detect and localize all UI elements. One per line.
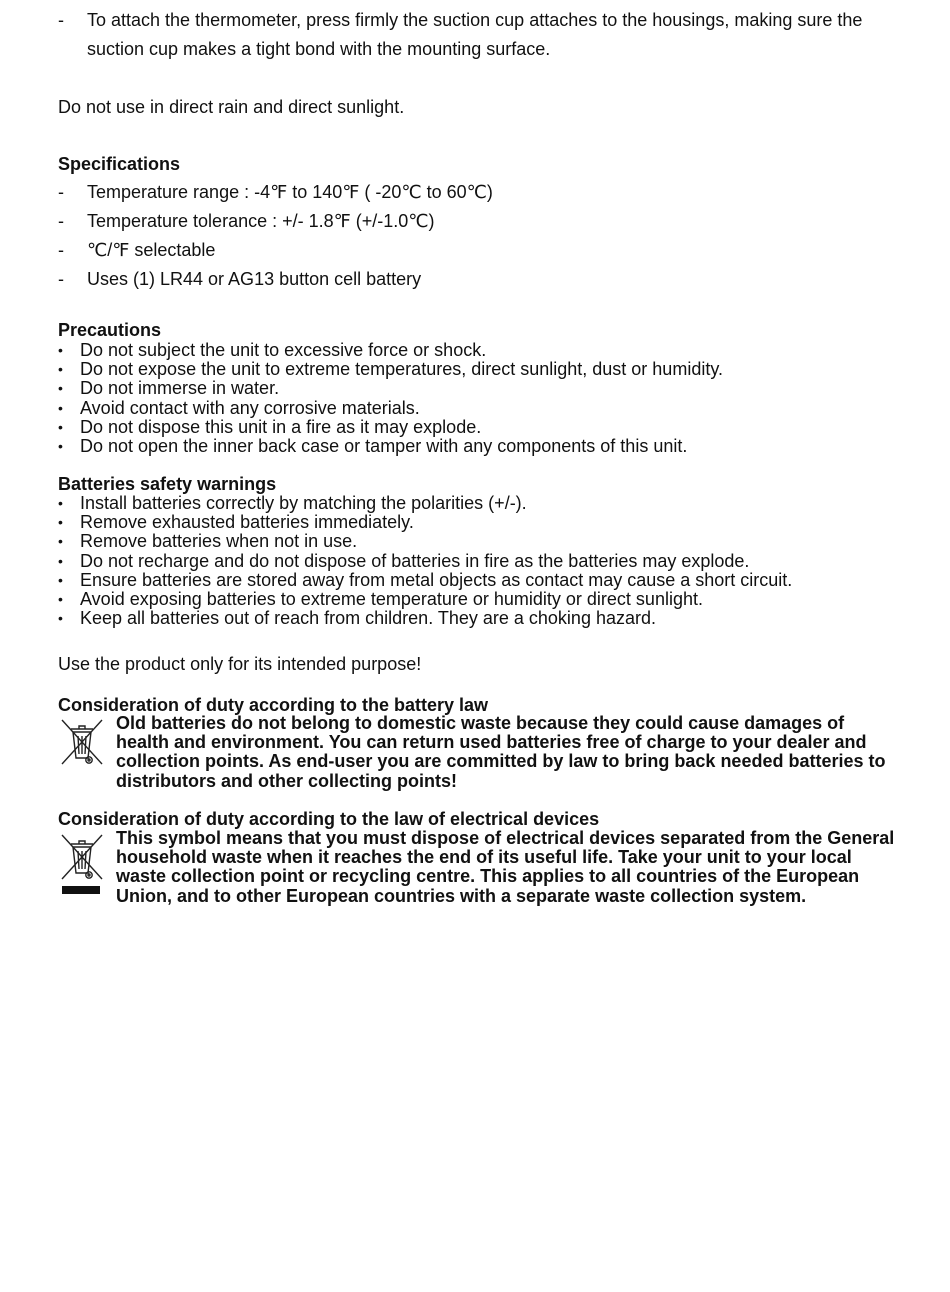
rain-note: Do not use in direct rain and direct sunlight.	[58, 97, 405, 117]
attach-instruction-text: To attach the thermometer, press firmly the suction cup attaches to the housings, making sure the suction cup makes a tight bond with the mounting surface.	[87, 10, 863, 59]
list-item: • Avoid contact with any corrosive materials.	[58, 399, 723, 418]
list-item: • Do not subject the unit to excessive force or shock.	[58, 341, 723, 360]
list-item: • Do not immerse in water.	[58, 379, 723, 398]
battery-law-block	[58, 714, 898, 791]
list-item: • Avoid exposing batteries to extreme temperature or humidity or direct sunlight.	[58, 590, 792, 609]
spec-item-text: ℃/℉ selectable	[87, 240, 216, 260]
spec-item-text: Temperature tolerance : +/- 1.8℉ (+/-1.0℃)	[87, 211, 435, 231]
list-item: • Do not open the inner back case or tamper with any components of this unit.	[58, 437, 723, 456]
precautions-heading: Precautions	[58, 320, 162, 340]
list-item: • Do not dispose this unit in a fire as it may explode.	[58, 418, 723, 437]
dash-marker: -	[58, 182, 64, 202]
dash-marker: -	[58, 240, 64, 260]
dash-marker: -	[58, 269, 64, 289]
spec-item-text: Uses (1) LR44 or AG13 button cell battery	[87, 269, 422, 289]
electrical-law-text: This symbol means that you must dispose of electrical devices separated from the General household waste when it reaches the end of its useful life. Take your unit to your local waste collection point or recycling centre. This applies to all countries of the European Union, and to other European countries with a separate waste collection system.	[116, 828, 895, 906]
list-item: • Do not expose the unit to extreme temperatures, direct sunlight, dust or humidity.	[58, 360, 723, 379]
electrical-law-block	[58, 829, 898, 906]
battery-warnings-heading: Batteries safety warnings	[58, 474, 277, 494]
battery-law-text: Old batteries do not belong to domestic waste because they could cause damages of health and environment. You can return used batteries free of charge to your dealer and collection points. As end-user you are committed by law to bring back needed batteries to distributors and other collecting points!	[116, 713, 886, 791]
spec-item	[58, 178, 908, 207]
precautions-list	[58, 341, 723, 456]
intended-use-note: Use the product only for its intended purpose!	[58, 654, 422, 674]
crossed-out-wheelie-bin-weee-icon	[58, 829, 106, 895]
list-item: • Remove batteries when not in use.	[58, 532, 792, 551]
spec-item-text: Temperature range : -4℉ to 140℉ ( -20℃ to 60℃)	[87, 182, 493, 202]
dash-marker: -	[58, 10, 64, 30]
electrical-law-heading: Consideration of duty according to the law of electrical devices	[58, 809, 600, 829]
battery-law-heading: Consideration of duty according to the battery law	[58, 695, 489, 715]
list-item: • Ensure batteries are stored away from metal objects as contact may cause a short circuit.	[58, 571, 792, 590]
spec-item	[58, 207, 908, 236]
attach-instruction	[58, 6, 908, 64]
list-item: • Remove exhausted batteries immediately.	[58, 513, 792, 532]
crossed-out-wheelie-bin-icon	[58, 714, 106, 772]
list-item: • Install batteries correctly by matching the polarities (+/-).	[58, 494, 792, 513]
dash-marker: -	[58, 211, 64, 231]
spec-item	[58, 236, 908, 265]
list-item: • Keep all batteries out of reach from children. They are a choking hazard.	[58, 609, 792, 628]
specifications-heading: Specifications	[58, 154, 181, 174]
battery-warnings-list	[58, 494, 792, 628]
list-item: • Do not recharge and do not dispose of batteries in fire as the batteries may explode.	[58, 552, 792, 571]
spec-item	[58, 265, 908, 294]
